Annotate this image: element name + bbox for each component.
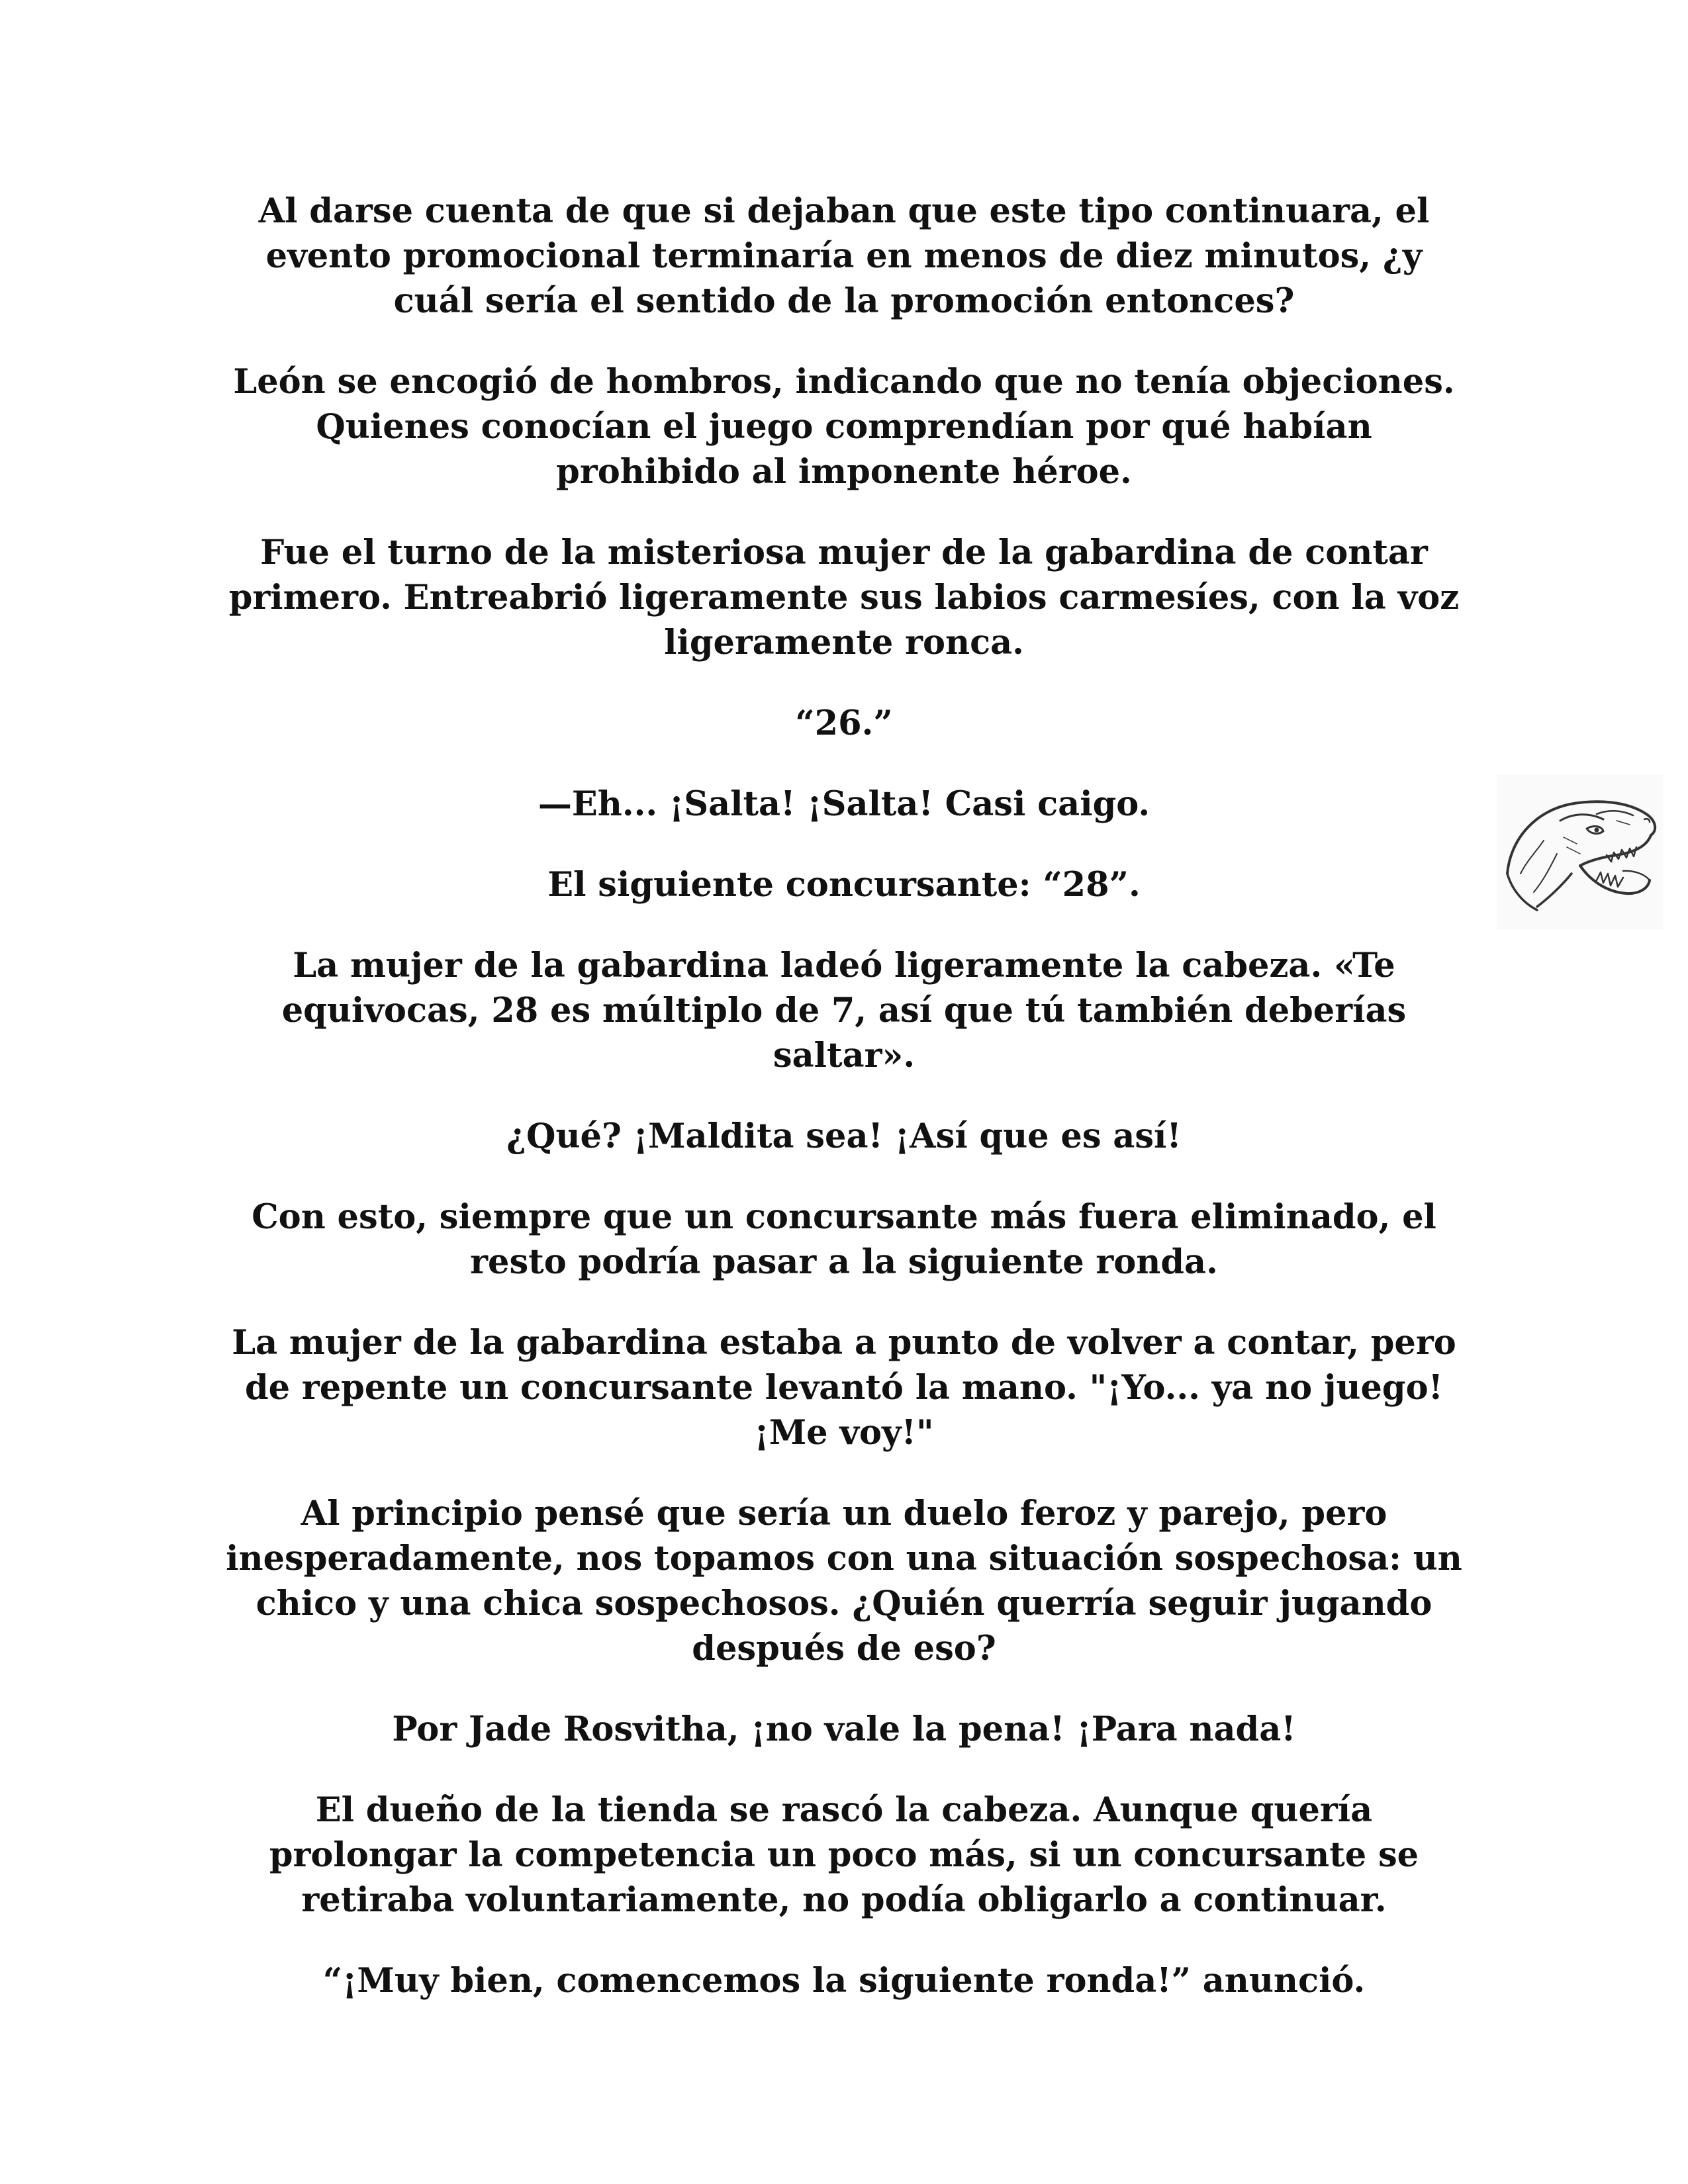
paragraph-6: El siguiente concursante: “28”. — [547, 865, 1141, 905]
dinosaur-head-sketch-icon — [1497, 774, 1663, 930]
paragraph-9: Con esto, siempre que un concursante más fuera eliminado, el resto podría pasar a la siguiente ronda. — [252, 1197, 1436, 1282]
paragraph-5: —Eh... ¡Salta! ¡Salta! Casi caigo. — [538, 784, 1150, 824]
paragraph-8: ¿Qué? ¡Maldita sea! ¡Así que es así! — [506, 1116, 1182, 1156]
paragraph-3: Fue el turno de la misteriosa mujer de la gabardina de contar primero. Entreabrió ligeramente sus labios carmesíes, con la voz ligeramente ronca. — [228, 533, 1460, 662]
document-body — [225, 189, 1463, 2039]
paragraph-10: La mujer de la gabardina estaba a punto de volver a contar, pero de repente un concursante levantó la mano. "¡Yo... ya no juego! ¡Me voy!" — [232, 1323, 1456, 1453]
paragraph-11: Al principio pensé que sería un duelo feroz y parejo, pero inesperadamente, nos topamos con una situación sospechosa: un chico y una chica sospechosos. ¿Quién querría seguir jugando después de eso? — [226, 1494, 1462, 1668]
paragraph-1: Al darse cuenta de que si dejaban que este tipo continuara, el evento promocional terminaría en menos de diez minutos, ¿y cuál sería el sentido de la promoción entonces? — [258, 191, 1430, 321]
paragraph-14: “¡Muy bien, comencemos la siguiente ronda!” anunció. — [322, 1961, 1366, 2001]
paragraph-13: El dueño de la tienda se rascó la cabeza. Aunque quería prolongar la competencia un poco más, si un concursante se retiraba voluntariamente, no podía obligarlo a continuar. — [269, 1790, 1419, 1920]
paragraph-2: León se encogió de hombros, indicando que no tenía objeciones. Quienes conocían el juego comprendían por qué habían prohibido al imponente héroe. — [233, 362, 1455, 492]
paragraph-7: La mujer de la gabardina ladeó ligeramente la cabeza. «Te equivocas, 28 es múltiplo de 7, así que tú también deberías saltar». — [281, 946, 1407, 1075]
paragraph-4: “26.” — [795, 704, 893, 743]
paragraph-12: Por Jade Rosvitha, ¡no vale la pena! ¡Para nada! — [392, 1709, 1296, 1749]
